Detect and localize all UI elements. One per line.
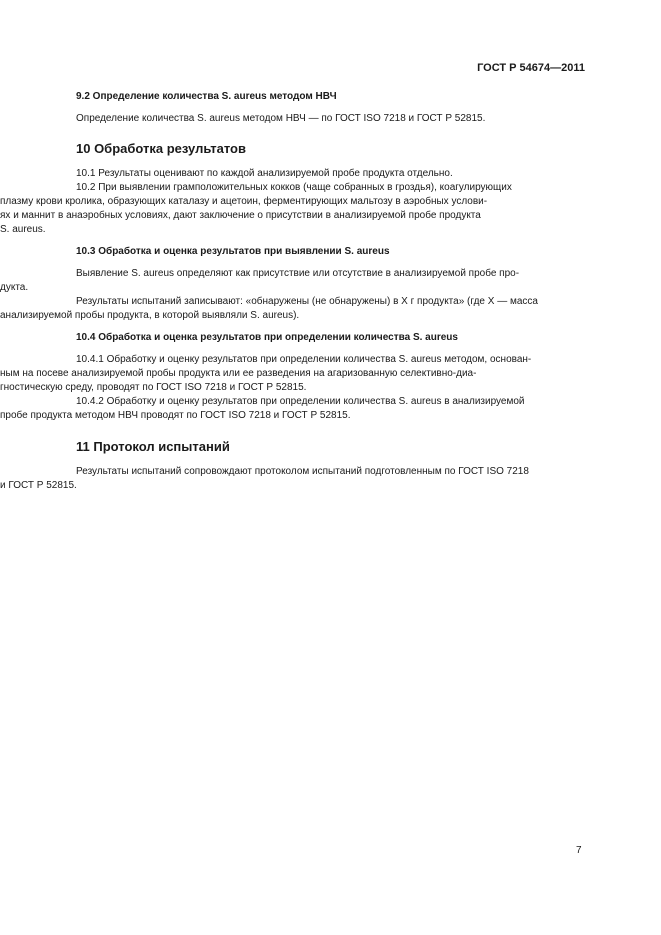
paragraph-line: гностическую среду, проводят по ГОСТ ISO 7218 и ГОСТ Р 52815. <box>0 382 307 393</box>
paragraph-10-2-line: плазму крови кролика, образующих каталазу и ацетоин, ферментирующих мальтозу в аэробных услови- <box>0 196 488 207</box>
section-10-3-paragraph-2 <box>0 295 585 323</box>
paragraph-10-2-line: ях и маннит в анаэробных условиях, дают заключение о присутствии в анализируемой пробе продукта <box>0 210 481 221</box>
section-10-3-heading: 10.3 Обработка и оценка результатов при выявлении S. aureus <box>76 246 390 257</box>
paragraph-10-4-2 <box>0 395 585 423</box>
paragraph-line: Результаты испытаний записывают: «обнаружены (не обнаружены) в X г продукта» (где X — масса <box>76 296 538 307</box>
paragraph-line: дукта. <box>0 282 29 293</box>
paragraph-10-2-line: 10.2 При выявлении грамположительных кокков (чаще собранных в гроздья), коагулирующих <box>76 182 512 193</box>
section-9-2-text: Определение количества S. aureus методом НВЧ — по ГОСТ ISO 7218 и ГОСТ Р 52815. <box>76 113 486 124</box>
document-id: ГОСТ Р 54674—2011 <box>477 62 585 74</box>
paragraph-line: Результаты испытаний сопровождают протоколом испытаний подготовленным по ГОСТ ISO 7218 <box>76 466 529 477</box>
paragraph-line: Выявление S. aureus определяют как присутствие или отсутствие в анализируемой пробе про- <box>76 268 520 279</box>
section-11-heading: 11 Протокол испытаний <box>76 439 230 454</box>
paragraph-line: и ГОСТ Р 52815. <box>0 480 77 491</box>
paragraph-line: 10.4.1 Обработку и оценку результатов при определении количества S. aureus методом, основан- <box>76 354 532 365</box>
page-content <box>0 90 585 493</box>
section-9-2-heading: 9.2 Определение количества S. aureus методом НВЧ <box>76 91 337 102</box>
page-number: 7 <box>576 845 582 856</box>
paragraph-10-1: 10.1 Результаты оценивают по каждой анализируемой пробе продукта отдельно. <box>76 168 453 179</box>
paragraph-10-2-line: S. aureus. <box>0 224 46 235</box>
paragraph-line: анализируемой пробы продукта, в которой выявляли S. aureus). <box>0 310 300 321</box>
paragraph-line: 10.4.2 Обработку и оценку результатов при определении количества S. aureus в анализируемой <box>76 396 525 407</box>
paragraph-line: ным на посеве анализируемой пробы продукта или ее разведения на агаризованную селективно-диа- <box>0 368 477 379</box>
paragraph-line: пробе продукта методом НВЧ проводят по ГОСТ ISO 7218 и ГОСТ Р 52815. <box>0 410 351 421</box>
paragraph-10-2 <box>0 181 585 237</box>
paragraph-10-4-1 <box>0 353 585 395</box>
section-11-paragraph <box>0 465 585 493</box>
section-10-4-heading: 10.4 Обработка и оценка результатов при определении количества S. aureus <box>76 332 458 343</box>
section-10-3-paragraph-1 <box>0 267 585 295</box>
section-10-heading: 10 Обработка результатов <box>76 141 246 156</box>
